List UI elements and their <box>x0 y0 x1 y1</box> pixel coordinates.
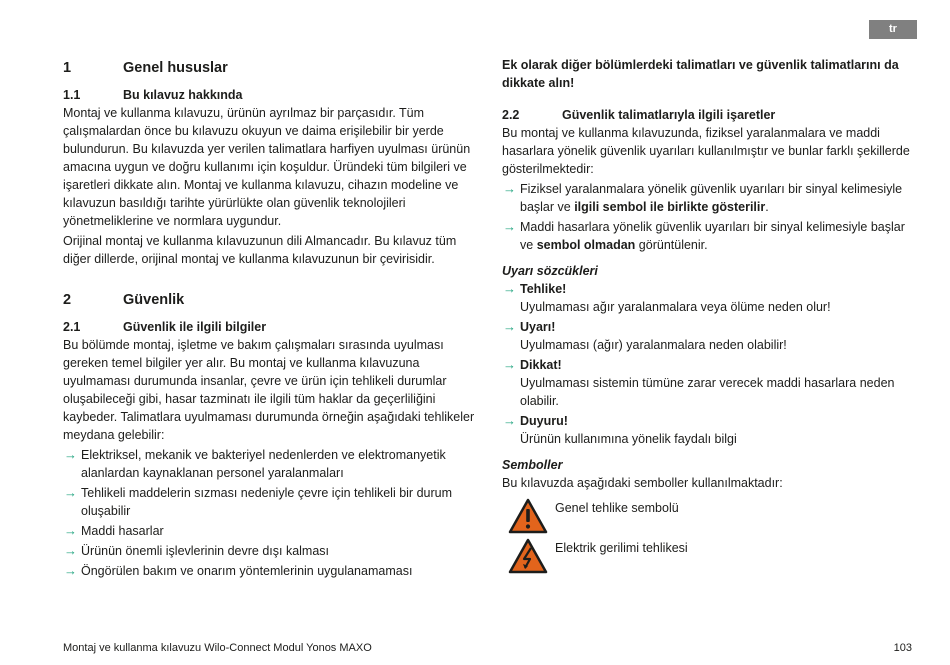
section-2-1-title: Güvenlik ile ilgili bilgiler <box>123 320 267 334</box>
section-1-1-title: Bu kılavuz hakkında <box>123 88 243 102</box>
signal-words-list <box>502 280 914 448</box>
list-item: → Elektriksel, mekanik ve bakteriyel nedenlerden ve elektromanyetik alanlardan kaynaklanan personel yaralanmaları <box>64 447 446 480</box>
symbols-title: Semboller <box>502 458 563 472</box>
arrow-right-icon: → <box>503 181 516 196</box>
left-column <box>63 56 476 582</box>
list-item: → Fiziksel yaralanmalara yönelik güvenlik uyarıları bir sinyal kelimesiyle başlar ve ilgili sembol ile birlikte gösterilir. <box>503 181 903 214</box>
section-1-1-paragraph-2: Orijinal montaj ve kullanma kılavuzunun dili Almancadır. Bu kılavuz tüm diğer dillerde, orijinal montaj ve kullanma kılavuzunun bir çevirisidir. <box>63 234 457 266</box>
section-2-1-paragraph: Bu bölümde montaj, işletme ve bakım çalışmaları sırasında uyulması gereken temel bilgiler yer alır. Bu montaj ve kullanma kılavuzuna uyulmaması durumunda insanlar, çevre ve ürün için tehlikeli durumlar oluşabileceği gibi, hasar tazminatı ile ilgili tüm haklar da geçerliliğini kaybeder. Talimatlara uyulmaması durumunda örneğin aşağıdaki tehlikeler meydana gelebilir: <box>63 338 475 442</box>
arrow-right-icon: → <box>64 543 77 558</box>
symbol-label: Elektrik gerilimi tehlikesi <box>555 541 688 555</box>
section-2-1-number: 2.1 <box>63 320 81 334</box>
section-2-title: Güvenlik <box>123 292 185 308</box>
footer-document-title: Montaj ve kullanma kılavuzu Wilo-Connect Modul Yonos MAXO <box>63 642 372 654</box>
list-item: → Maddi hasarlara yönelik güvenlik uyarıları bir sinyal kelimesiyle başlar ve sembol olmadan görüntülenir. <box>503 219 905 252</box>
arrow-right-icon: → <box>503 219 516 234</box>
section-1-1-number: 1.1 <box>63 88 81 102</box>
arrow-right-icon: → <box>503 281 516 296</box>
arrow-right-icon: → <box>64 447 77 462</box>
list-item: → Öngörülen bakım ve onarım yöntemlerinin uygulanamaması <box>64 563 413 578</box>
list-item: → Tehlikeli maddelerin sızması nedeniyle çevre için tehlikeli bir durum oluşabilir <box>64 485 452 518</box>
arrow-right-icon: → <box>503 319 516 334</box>
section-1-heading <box>63 60 476 76</box>
symbols-intro: Bu kılavuzda aşağıdaki semboller kullanılmaktadır: <box>502 476 783 490</box>
section-2-2-title: Güvenlik talimatlarıyla ilgili işaretler <box>562 108 776 122</box>
section-2-number: 2 <box>63 292 72 308</box>
additional-instructions-note: Ek olarak diğer bölümlerdeki talimatları ve güvenlik talimatlarını da dikkate alın! <box>502 58 899 90</box>
list-item: → Uyarı! Uyulmaması (ağır) yaralanmalara neden olabilir! <box>503 319 787 352</box>
list-item: → Maddi hasarlar <box>64 523 164 538</box>
footer-page-number: 103 <box>893 642 912 654</box>
marking-list <box>502 180 914 254</box>
section-1-title: Genel hususlar <box>123 60 228 76</box>
arrow-right-icon: → <box>64 485 77 500</box>
signal-words-title: Uyarı sözcükleri <box>502 264 598 278</box>
section-1-number: 1 <box>63 60 72 76</box>
language-tab: tr <box>869 20 917 39</box>
section-1-1-heading <box>63 88 476 102</box>
list-item: → Duyuru! Ürünün kullanımına yönelik faydalı bilgi <box>503 413 737 446</box>
arrow-right-icon: → <box>64 523 77 538</box>
list-item: → Dikkat! Uyulmaması sistemin tümüne zarar verecek maddi hasarlara neden olabilir. <box>503 357 895 408</box>
section-2-1-heading <box>63 320 476 334</box>
list-item: → Ürünün önemli işlevlerinin devre dışı kalması <box>64 543 330 558</box>
arrow-right-icon: → <box>64 563 77 578</box>
electric-voltage-danger-icon <box>508 538 548 574</box>
symbol-label: Genel tehlike sembolü <box>555 501 679 515</box>
section-2-2-number: 2.2 <box>502 108 520 122</box>
hazard-list <box>63 446 476 580</box>
general-danger-icon <box>508 498 548 534</box>
symbol-row <box>502 498 914 534</box>
section-2-heading <box>63 292 476 308</box>
arrow-right-icon: → <box>503 413 516 428</box>
right-column <box>502 56 914 574</box>
symbol-row <box>502 538 914 574</box>
arrow-right-icon: → <box>503 357 516 372</box>
list-item: → Tehlike! Uyulmaması ağır yaralanmalara veya ölüme neden olur! <box>503 281 831 314</box>
section-1-1-paragraph-1: Montaj ve kullanma kılavuzu, ürünün ayrılmaz bir parçasıdır. Tüm çalışmalardan önce bu kılavuzu okuyun ve daima erişilebilir bir yerde bulundurun. Bu kılavuzda yer verilen talimatlara harfiyen uyulması ürünün amacına uygun ve doğru kullanımı için koşuldur. Üründeki tüm bilgileri ve işaretleri dikkate alın. Montaj ve kullanma kılavuzu, cihazın modeline ve kılavuzun basıldığı tarihte yürürlükte olan güvenlik teknolojileri yönetmeliklerine ve normlara uygundur. <box>63 106 471 228</box>
section-2-2-paragraph: Bu montaj ve kullanma kılavuzunda, fiziksel yaralanmalara ve maddi hasarlara yönelik güvenlik uyarıları kullanılmıştır ve bunlar farklı şekillerde gösterilmektedir: <box>502 126 910 176</box>
section-2-2-heading <box>502 108 914 122</box>
